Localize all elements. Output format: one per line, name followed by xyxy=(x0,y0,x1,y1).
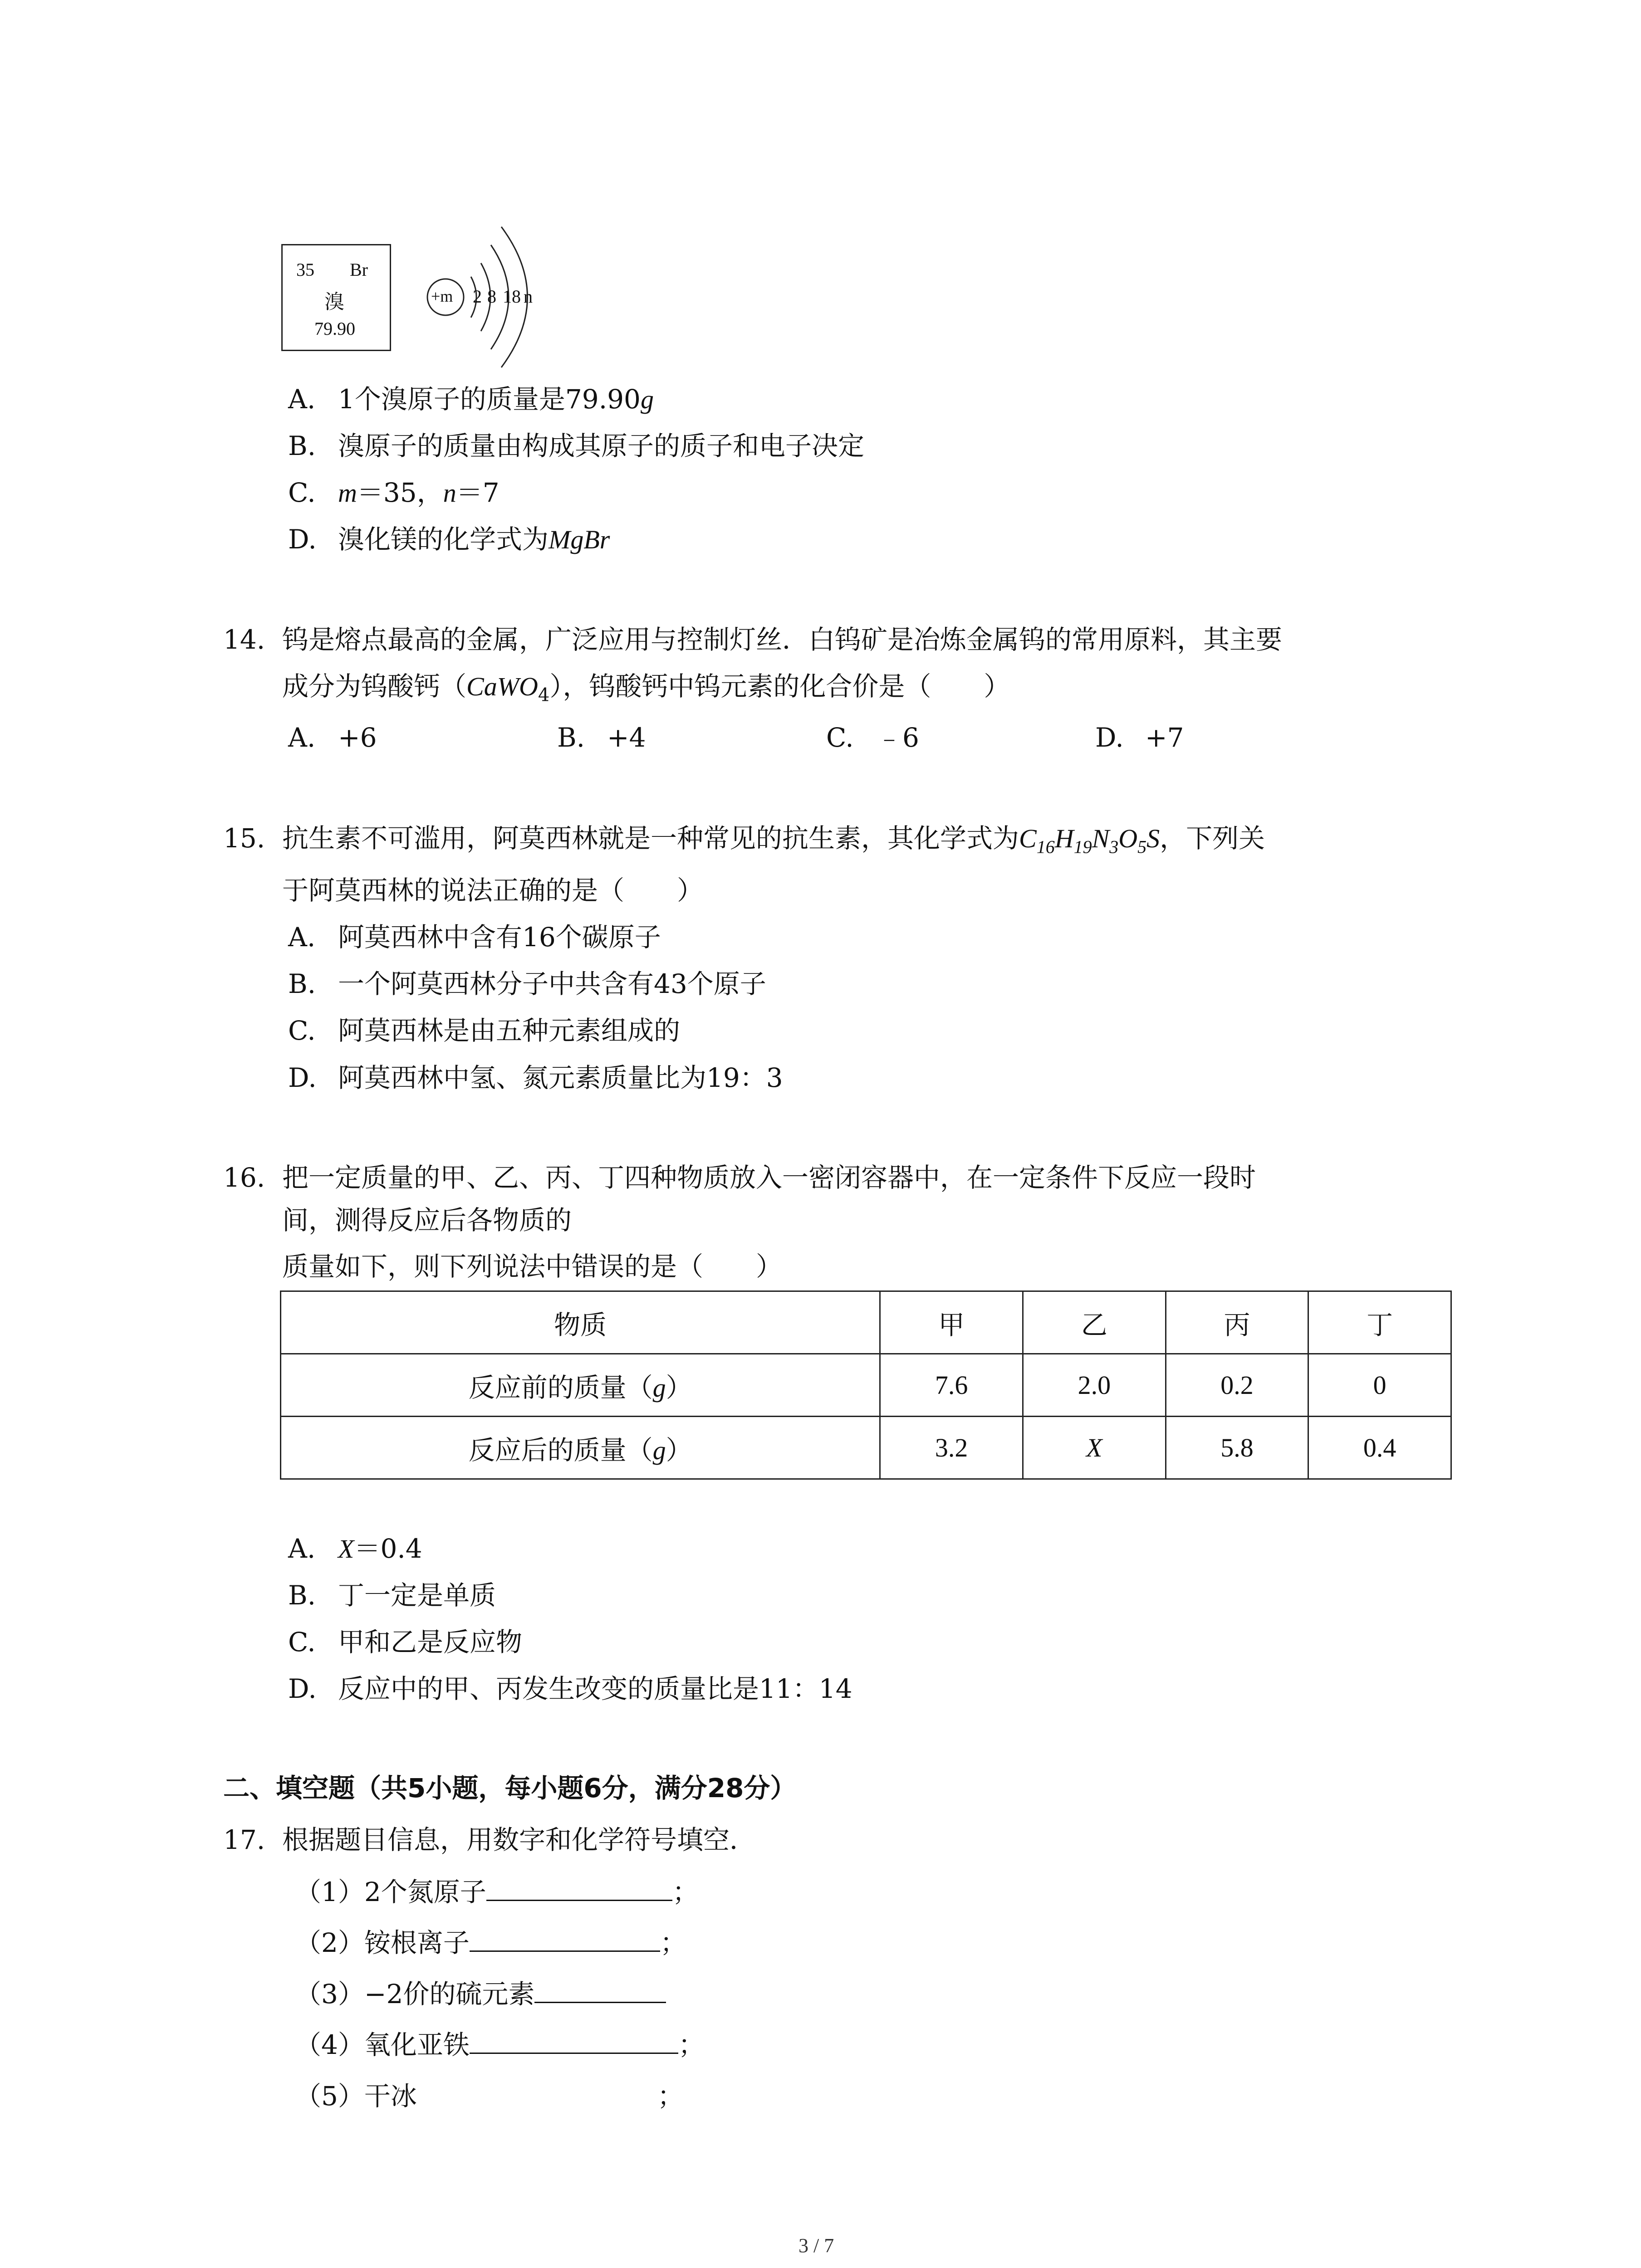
element-symbol: Br xyxy=(350,259,368,280)
table-cell: X xyxy=(1023,1417,1166,1479)
table-row xyxy=(281,1417,1451,1479)
table-header-cell: 丁 xyxy=(1308,1291,1451,1354)
shell-3-count: 18 xyxy=(503,286,521,307)
table-header-cell: 乙 xyxy=(1023,1291,1166,1354)
q16-stem-line3: 质量如下，则下列说法中错误的是（ ） xyxy=(282,1251,783,1282)
q16-option-a: A. X＝0.4 xyxy=(288,1533,422,1564)
table-row xyxy=(281,1354,1451,1417)
q16-option-b: B. 丁一定是单质 xyxy=(288,1580,496,1611)
table-cell: 2.0 xyxy=(1023,1354,1166,1417)
table-cell: 0.2 xyxy=(1166,1354,1308,1417)
q17-item-5: （5）干冰 ； xyxy=(295,2077,684,2114)
q17-item-3: （3）−2价的硫元素 xyxy=(295,1975,666,2012)
answer-blank[interactable] xyxy=(486,1872,672,1901)
q13-option-a: A. 1个溴原子的质量是79.90g xyxy=(288,384,654,415)
q13-option-d: D. 溴化镁的化学式为MgBr xyxy=(288,524,610,555)
answer-blank[interactable] xyxy=(417,2077,657,2105)
q14-option-c: C. ﹣6 xyxy=(826,722,919,753)
q14-option-d: D. +7 xyxy=(1095,722,1184,753)
row-label: 反应后的质量（g） xyxy=(281,1417,880,1479)
table-header-row xyxy=(281,1291,1451,1354)
amoxicillin-formula: $C_{16}H_{19}N_3O_5S$ xyxy=(1019,824,1160,857)
table-header-cell: 丙 xyxy=(1166,1291,1308,1354)
nucleus-charge: +m xyxy=(431,287,453,305)
table-header-cell: 物质 xyxy=(281,1291,880,1354)
page-number: 3 / 7 xyxy=(798,2234,834,2257)
atomic-number: 35 xyxy=(296,259,314,280)
q16-number: 16. xyxy=(223,1162,265,1193)
answer-blank[interactable] xyxy=(470,2025,678,2054)
q15-option-c: C. 阿莫西林是由五种元素组成的 xyxy=(288,1015,681,1046)
table-header-cell: 甲 xyxy=(880,1291,1023,1354)
q14-option-b: B. +4 xyxy=(557,722,646,753)
q17-item-2: （2）铵根离子 ； xyxy=(295,1923,686,1961)
q16-stem-line2: 间，测得反应后各物质的 xyxy=(282,1205,572,1236)
q15-option-d: D. 阿莫西林中氢、氮元素质量比为19：3 xyxy=(288,1062,783,1093)
mass-table xyxy=(280,1290,1452,1480)
q14-stem-line2: 成分为钨酸钙（CaWO$_4$），钨酸钙中钨元素的化合价是（ ） xyxy=(282,671,1010,706)
q14-number: 14. xyxy=(223,624,265,655)
element-name: 溴 xyxy=(324,290,344,313)
q17-number: 17. xyxy=(223,1824,265,1855)
shell-2-count: 8 xyxy=(487,286,496,307)
q15-option-b: B. 一个阿莫西林分子中共含有43个原子 xyxy=(288,968,766,999)
element-card xyxy=(281,244,391,351)
q15-stem-line2: 于阿莫西林的说法正确的是（ ） xyxy=(282,875,704,906)
q13-option-b: B. 溴原子的质量由构成其原子的质子和电子决定 xyxy=(288,430,865,461)
q13-option-c: C. m＝35，n＝7 xyxy=(288,477,500,508)
table-cell: 7.6 xyxy=(880,1354,1023,1417)
table-cell: 0 xyxy=(1308,1354,1451,1417)
q15-stem-line1: 15. 抗生素不可滥用，阿莫西林就是一种常见的抗生素，其化学式为$C_{16}H_{19}N_3O_5S$，下列关 xyxy=(223,820,1265,865)
q15-number: 15. xyxy=(223,823,265,854)
q15-option-a: A. 阿莫西林中含有16个碳原子 xyxy=(288,922,661,953)
q16-option-d: D. 反应中的甲、丙发生改变的质量比是11：14 xyxy=(288,1673,852,1704)
q14-option-a: A. +6 xyxy=(288,722,377,753)
table-cell: 3.2 xyxy=(880,1417,1023,1479)
shell-4-count: n xyxy=(524,286,533,307)
q14-stem-line1: 14. 钨是熔点最高的金属，广泛应用与控制灯丝．白钨矿是冶炼金属钨的常用原料，其主要 xyxy=(223,621,1282,658)
q16-option-c: C. 甲和乙是反应物 xyxy=(288,1627,523,1657)
answer-blank[interactable] xyxy=(534,1975,666,2003)
row-label: 反应前的质量（g） xyxy=(281,1354,880,1417)
table-cell: 5.8 xyxy=(1166,1417,1308,1479)
atomic-mass: 79.90 xyxy=(314,318,355,339)
q17-stem: 17. 根据题目信息，用数字和化学符号填空． xyxy=(223,1822,756,1858)
q17-item-4: （4）氧化亚铁 ； xyxy=(295,2025,705,2063)
answer-blank[interactable] xyxy=(470,1923,660,1952)
table-cell: 0.4 xyxy=(1308,1417,1451,1479)
q16-stem-line1: 16. 把一定质量的甲、乙、丙、丁四种物质放入一密闭容器中，在一定条件下反应一段时 xyxy=(223,1159,1256,1196)
section-title: 二、填空题（共5小题，每小题6分，满分28分） xyxy=(223,1773,797,1804)
q17-item-1: （1）2个氮原子 ； xyxy=(295,1872,699,1910)
shell-1-count: 2 xyxy=(473,286,482,307)
